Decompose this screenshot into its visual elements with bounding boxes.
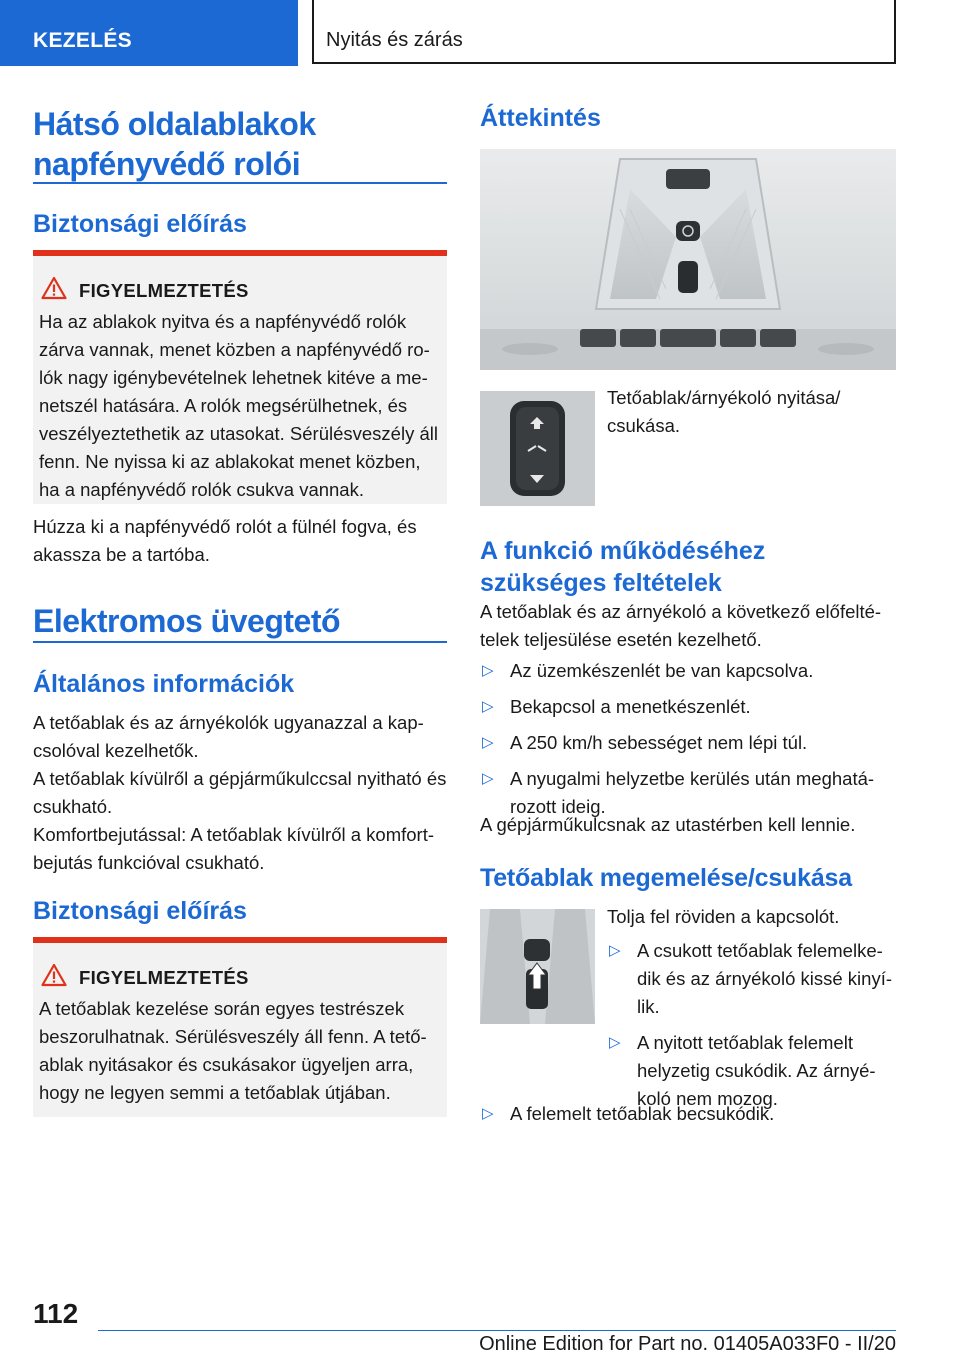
list-item: ▷ A 250 km/h sebességet nem lépi túl.: [480, 729, 896, 757]
raise-intro: Tolja fel röviden a kapcsolót.: [607, 906, 840, 927]
triangle-bullet-icon: ▷: [482, 734, 494, 751]
key-note: A gépjárműkulcsnak az utastérben kell lennie.: [480, 814, 856, 835]
general-p3: Komfortbejutással: A tetőablak kívülről a komfortbejutás funkcióval csukható.: [33, 824, 435, 873]
function-heading-line-1: A funkció működéséhez: [480, 537, 766, 565]
warning-triangle-icon: [41, 963, 67, 987]
page-header: [0, 0, 960, 66]
list-item: ▷ A csukott tetőablak felemelkedik és az árnyékoló kissé kinyílik.: [607, 937, 896, 1021]
raise-sub-list: [607, 937, 896, 1121]
function-heading: [480, 535, 896, 599]
list-item: ▷ A felemelt tetőablak becsukódik.: [480, 1100, 896, 1128]
general-p1: A tetőablak és az árnyékolók ugyanazzal a kapcsolóval kezelhetők.: [33, 712, 424, 761]
raise-last-list: [480, 1100, 896, 1136]
section-label: KEZELÉS: [33, 29, 132, 52]
list-item: ▷ Az üzemkészenlét be van kapcsolva.: [480, 657, 896, 685]
safety-heading-2: Biztonsági előírás: [33, 897, 247, 925]
triangle-bullet-icon: ▷: [482, 1105, 494, 1122]
section-tab: [0, 0, 298, 66]
title-sunroof: Elektromos üvegtető: [33, 603, 341, 639]
footer-rule: [98, 1330, 896, 1331]
warning-text-1: Ha az ablakok nyitva és a napfényvédő rolók zárva vannak, menet közben a napfényvédő rolók nagy igénybevételnek lehetnek kitéve a menetszél hatására. A rolók megsérülhetnek, és veszélyeztethetik az utasokat. Sérülésveszély áll fenn. Ne nyissa ki az ablakokat menet közben, ha a napfényvédő rolók csukva vannak.: [39, 311, 438, 500]
title-line-1: Hátsó oldalablakok: [33, 106, 316, 142]
general-heading: Általános információk: [33, 670, 295, 698]
raise-heading: Tetőablak megemelése/csukása: [480, 864, 852, 892]
title-line-2: napfényvédő rolói: [33, 146, 301, 182]
triangle-bullet-icon: ▷: [609, 942, 621, 959]
warning-box-2: [33, 937, 447, 1117]
page-number: 112: [33, 1298, 79, 1329]
list-item: ▷ A nyugalmi helyzetbe kerülés után meghatározott ideig.: [480, 765, 896, 821]
list-item: ▷ Bekapcsol a menetkészenlét.: [480, 693, 896, 721]
function-heading-line-2: szükséges feltételek: [480, 569, 722, 597]
chapter-label: Nyitás és zárás: [326, 29, 463, 51]
warning-box-1: [33, 250, 447, 504]
title-rule: [33, 182, 447, 184]
function-intro: A tetőablak és az árnyékoló a következő előfeltételek teljesülése esetén kezelhető.: [480, 601, 882, 650]
triangle-bullet-icon: ▷: [482, 770, 494, 787]
triangle-bullet-icon: ▷: [482, 698, 494, 715]
chapter-box: [312, 0, 896, 64]
warning-label-1: FIGYELMEZTETÉS: [79, 280, 249, 301]
conditions-list: [480, 657, 896, 829]
safety-heading-1: Biztonsági előírás: [33, 210, 247, 238]
warning-label-2: FIGYELMEZTETÉS: [79, 967, 249, 988]
general-p2: A tetőablak kívülről a gépjárműkulccsal nyitható és csukható.: [33, 768, 447, 817]
raise-switch-image: [480, 909, 595, 1024]
triangle-bullet-icon: ▷: [609, 1034, 621, 1051]
triangle-bullet-icon: ▷: [482, 662, 494, 679]
warning-triangle-icon: [41, 276, 67, 300]
title-sunroof-rule: [33, 641, 447, 643]
warning-text-2: A tetőablak kezelése során egyes testrészek beszorulhatnak. Sérülésveszély áll fenn. A tetőablak nyitásakor és csukásakor ügyeljen arra, hogy ne legyen semmi a tetőablak útjában.: [39, 998, 427, 1103]
list-item: ▷ A nyitott tetőablak felemelt helyzetig csukódik. Az árnyékoló nem mozog.: [607, 1029, 896, 1113]
sunroof-switch-image: [480, 391, 595, 506]
overview-heading: Áttekintés: [480, 104, 601, 132]
overhead-console-image: [480, 149, 896, 370]
title-rear-blinds: [33, 104, 447, 184]
edition-text: Online Edition for Part no. 01405A033F0 - II/20: [479, 1333, 896, 1355]
instruction-text: Húzza ki a napfényvédő rolót a fülnél fogva, és akassza be a tartóba.: [33, 516, 417, 565]
switch-caption: Tetőablak/árnyékoló nyitása/ csukása.: [607, 387, 841, 436]
